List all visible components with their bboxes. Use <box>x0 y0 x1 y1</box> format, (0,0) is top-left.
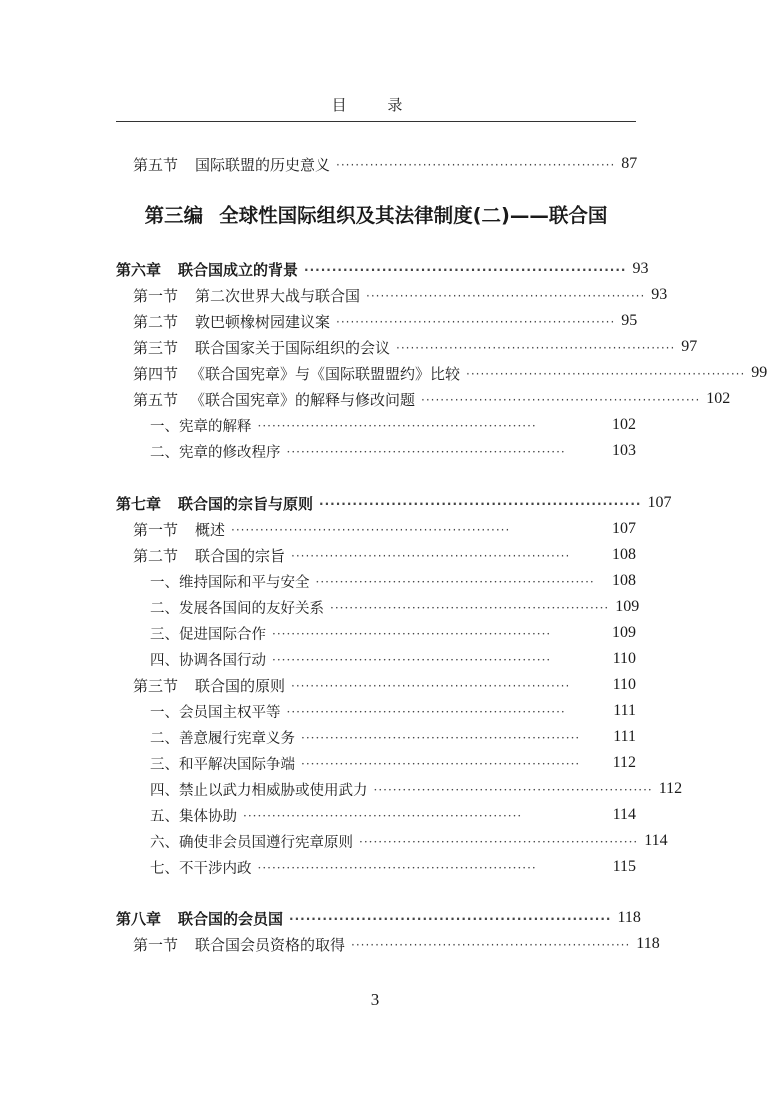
toc-leader-dots: ·························································· <box>289 912 612 926</box>
toc-entry-page: 107 <box>612 520 636 537</box>
toc-leader-dots: ·························································· <box>366 289 646 303</box>
toc-entry-title: 宪章的解释 <box>179 418 252 435</box>
toc-leader-dots: ·························································· <box>319 497 642 511</box>
toc-entry-title: 联合国成立的背景 <box>178 260 299 279</box>
toc-entry-title: 敦巴顿橡树园建议案 <box>195 312 331 331</box>
toc-entry-label: 一、 <box>150 704 179 721</box>
toc-chapter[interactable] <box>116 905 641 931</box>
toc-leader-dots: ·························································· <box>231 523 511 537</box>
toc-entry-page: 108 <box>612 546 636 563</box>
toc-entry-page: 111 <box>613 728 636 745</box>
toc-entry-page: 114 <box>644 832 668 849</box>
toc-entry-title: 会员国主权平等 <box>179 704 281 721</box>
toc-entry-page: 87 <box>621 155 638 172</box>
toc-entry-label: 三、 <box>150 626 179 643</box>
toc-entry-label: 二、 <box>150 730 179 747</box>
toc-entry-page: 93 <box>651 286 668 303</box>
toc-entry-label: 四、 <box>150 782 179 799</box>
toc-entry-title: 宪章的修改程序 <box>179 444 281 461</box>
toc-entry[interactable] <box>133 334 698 360</box>
toc-entry-page: 112 <box>658 780 683 797</box>
toc-leader-dots: ·························································· <box>257 861 537 875</box>
toc-entry-page: 102 <box>706 390 731 407</box>
toc-entry[interactable] <box>133 542 636 568</box>
toc-entry[interactable] <box>133 516 636 542</box>
toc-entry-page: 95 <box>621 312 638 329</box>
toc-leader-dots: ·························································· <box>291 679 571 693</box>
toc-entry-page: 110 <box>612 650 636 667</box>
toc-leader-dots: ·························································· <box>359 835 639 849</box>
page-number: 3 <box>370 990 380 1009</box>
toc-entry-page: 103 <box>612 442 636 459</box>
toc-leader-dots: ·························································· <box>466 367 746 381</box>
toc-entry-label: 第四节 <box>133 364 179 383</box>
toc-leader-dots: ·························································· <box>257 419 537 433</box>
toc-entry-label: 六、 <box>150 834 179 851</box>
toc-entry[interactable] <box>150 412 636 438</box>
toc-leader-dots: ·························································· <box>243 809 523 823</box>
toc-leader-dots: ·························································· <box>373 783 653 797</box>
toc-entry-label: 第一节 <box>133 935 179 954</box>
toc-entry-title: 联合国的原则 <box>195 676 286 695</box>
toc-entry-label: 第二节 <box>133 546 179 565</box>
toc-entry[interactable] <box>150 438 636 464</box>
toc-entry-label: 第一节 <box>133 286 179 305</box>
toc-entry-title: 概述 <box>195 520 226 539</box>
toc-chapter[interactable] <box>116 490 672 516</box>
toc-entry[interactable] <box>133 151 636 177</box>
toc-leader-dots: ·························································· <box>336 315 616 329</box>
toc-entry[interactable] <box>150 776 683 802</box>
part-label: 第三编 <box>144 204 204 227</box>
toc-entry-page: 118 <box>617 909 641 926</box>
toc-entry[interactable] <box>150 802 636 828</box>
toc-entry-title: 第二次世界大战与联合国 <box>195 286 361 305</box>
toc-leader-dots: ·························································· <box>286 445 566 459</box>
toc-entry[interactable] <box>150 828 668 854</box>
toc-entry-label: 二、 <box>150 600 179 617</box>
toc-entry-label: 二、 <box>150 444 179 461</box>
toc-entry-page: 118 <box>636 935 660 952</box>
toc-entry-label: 一、 <box>150 418 179 435</box>
toc-leader-dots: ·························································· <box>315 575 595 589</box>
toc-entry-title: 维持国际和平与安全 <box>179 574 310 591</box>
toc-entry-page: 112 <box>612 754 636 771</box>
toc-entry-label: 第五节 <box>133 390 179 409</box>
toc-entry[interactable] <box>150 620 636 646</box>
toc-entry-title: 联合国的宗旨 <box>195 546 286 565</box>
toc-entry[interactable] <box>150 724 636 750</box>
toc-entry-label: 第七章 <box>116 494 162 513</box>
toc-leader-dots: ·························································· <box>301 731 581 745</box>
toc-entry-label: 第二节 <box>133 312 179 331</box>
toc-entry[interactable] <box>133 282 668 308</box>
toc-entry-title: 不干涉内政 <box>179 860 252 877</box>
part-title: 全球性国际组织及其法律制度(二)——联合国 <box>219 204 608 227</box>
toc-entry-title: 集体协助 <box>179 808 237 825</box>
toc-leader-dots: ·························································· <box>396 341 676 355</box>
toc-entry-title: 发展各国间的友好关系 <box>179 600 324 617</box>
toc-leader-dots: ·························································· <box>351 938 631 952</box>
toc-entry[interactable] <box>133 360 767 386</box>
toc-entry-label: 一、 <box>150 574 179 591</box>
toc-entry-page: 114 <box>612 806 636 823</box>
toc-entry-page: 97 <box>681 338 698 355</box>
toc-entry-page: 111 <box>613 702 636 719</box>
toc-entry-page: 93 <box>632 260 649 277</box>
toc-entry-page: 109 <box>612 624 636 641</box>
toc-leader-dots: ·························································· <box>336 158 616 172</box>
toc-entry-title: 联合国会员资格的取得 <box>195 935 346 954</box>
toc-entry-label: 第三节 <box>133 676 179 695</box>
toc-entry-title: 《联合国宪章》与《国际联盟盟约》比较 <box>190 364 461 383</box>
toc-entry-title: 联合国的会员国 <box>178 909 284 928</box>
toc-entry-page: 102 <box>612 416 636 433</box>
toc-entry-title: 联合国家关于国际组织的会议 <box>195 338 391 357</box>
toc-entry[interactable] <box>133 386 731 412</box>
toc-entry-page: 107 <box>647 494 672 511</box>
toc-entry-page: 99 <box>751 364 767 381</box>
toc-entry-label: 五、 <box>150 808 179 825</box>
toc-entry-label: 第五节 <box>133 155 179 174</box>
toc-chapter[interactable] <box>116 256 649 282</box>
toc-entry[interactable] <box>133 931 660 957</box>
toc-entry-label: 第一节 <box>133 520 179 539</box>
toc-entry[interactable] <box>133 308 636 334</box>
toc-entry-page: 108 <box>612 572 636 589</box>
toc-entry-title: 协调各国行动 <box>179 652 266 669</box>
toc-entry-title: 《联合国宪章》的解释与修改问题 <box>190 390 416 409</box>
toc-entry[interactable] <box>133 672 636 698</box>
toc-leader-dots: ·························································· <box>330 601 610 615</box>
toc-entry-label: 四、 <box>150 652 179 669</box>
toc-entry-page: 109 <box>615 598 640 615</box>
toc-entry-page: 115 <box>612 858 636 875</box>
toc-entry-label: 七、 <box>150 860 179 877</box>
toc-entry[interactable] <box>150 568 636 594</box>
toc-entry-title: 善意履行宪章义务 <box>179 730 295 747</box>
toc-leader-dots: ·························································· <box>272 653 552 667</box>
toc-entry[interactable] <box>150 854 636 880</box>
header-title: 目 录 <box>331 96 421 114</box>
toc-leader-dots: ·························································· <box>272 627 552 641</box>
toc-entry-title: 禁止以武力相威胁或使用武力 <box>179 782 368 799</box>
toc-leader-dots: ·························································· <box>291 549 571 563</box>
toc-leader-dots: ·························································· <box>421 393 701 407</box>
toc-entry-label: 第八章 <box>116 909 162 928</box>
toc-entry-label: 三、 <box>150 756 179 773</box>
toc-entry[interactable] <box>150 646 636 672</box>
toc-entry[interactable] <box>150 698 636 724</box>
part-heading <box>116 200 636 232</box>
toc-entry-title: 促进国际合作 <box>179 626 266 643</box>
toc-leader-dots: ·························································· <box>286 705 566 719</box>
toc-entry-title: 联合国的宗旨与原则 <box>178 494 314 513</box>
toc-leader-dots: ·························································· <box>304 263 627 277</box>
toc-entry-title: 国际联盟的历史意义 <box>195 155 331 174</box>
toc-entry-title: 和平解决国际争端 <box>179 756 295 773</box>
toc-entry-page: 110 <box>612 676 636 693</box>
toc-leader-dots: ·························································· <box>301 757 581 771</box>
toc-entry-label: 第六章 <box>116 260 162 279</box>
toc-entry[interactable] <box>150 594 640 620</box>
toc-entry-label: 第三节 <box>133 338 179 357</box>
toc-entry[interactable] <box>150 750 636 776</box>
toc-entry-title: 确使非会员国遵行宪章原则 <box>179 834 353 851</box>
